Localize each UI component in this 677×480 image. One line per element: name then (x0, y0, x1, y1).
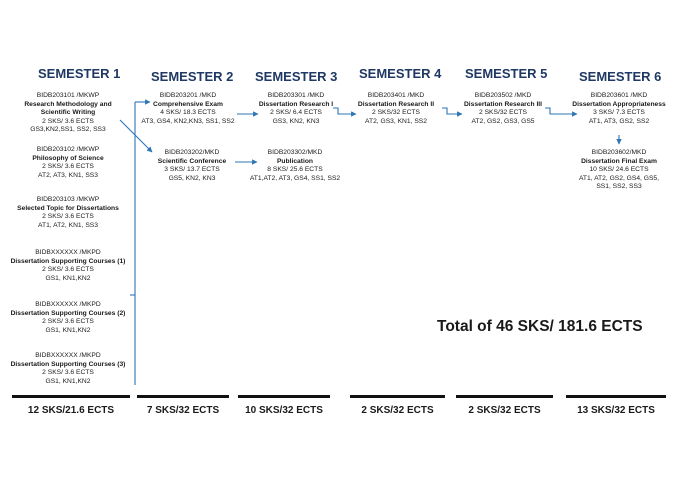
semester-3-bar (238, 395, 330, 398)
course-outcomes: GS5, KN2, KN3 (168, 174, 216, 182)
grand-total: Total of 46 SKS/ 181.6 ECTS (437, 318, 643, 335)
course-outcomes: AT1, AT3, GS2, SS2 (588, 117, 650, 125)
semester-6-total: 13 SKS/32 ECTS (577, 405, 655, 416)
course-code: BIDB203102 /MKWP (36, 146, 100, 153)
course-credits: 3 SKS/ 7.3 ECTS (593, 109, 645, 117)
course-credits: 2 SKS/ 3.6 ECTS (42, 117, 94, 125)
course-title: Dissertation Appropriateness (572, 100, 666, 108)
semester-5-bar (456, 395, 553, 398)
course-code: BIDB203401 /MKD (367, 92, 425, 99)
course-code: BIDB203103 /MKWP (36, 196, 100, 203)
course-outcomes: GS3, KN2, KN3 (272, 117, 320, 125)
semester-5-heading: SEMESTER 5 (465, 66, 548, 81)
semester-1-total: 12 SKS/21.6 ECTS (27, 405, 115, 416)
course-title: Scientific Conference (157, 157, 227, 165)
course-code: BIDBXXXXXX /MKPD (35, 352, 101, 359)
semester-1-bar (12, 395, 130, 398)
course-credits: 2 SKS/ 3.6 ECTS (42, 266, 94, 274)
course-title: Dissertation Research II (357, 100, 435, 108)
course-title: Comprehensive Exam (153, 100, 223, 108)
course-supporting-2 (6, 301, 130, 335)
course-code: BIDB203602/MKD (591, 149, 647, 156)
course-dissertation-research-1 (250, 92, 342, 126)
course-credits: 2 SKS/ 3.6 ECTS (42, 318, 94, 326)
course-title: Research Methodology and Scientific Writing (24, 100, 112, 117)
course-credits: 8 SKS/ 25.6 ECTS (267, 166, 323, 174)
course-outcomes-cont: SS1, SS2, SS3 (596, 183, 642, 191)
course-code: BIDB203201 /MKD (159, 92, 217, 99)
course-outcomes: AT2, GS3, KN1, SS2 (365, 117, 427, 125)
course-dissertation-appropriateness (564, 92, 674, 126)
course-outcomes: GS1, KN1,KN2 (45, 274, 91, 282)
course-title: Dissertation Final Exam (581, 157, 657, 165)
semester-4-bar (350, 395, 445, 398)
semester-2-heading: SEMESTER 2 (151, 69, 234, 84)
semester-6-heading: SEMESTER 6 (579, 69, 662, 84)
course-title: Dissertation Supporting Courses (2) (10, 309, 126, 317)
semester-6-bar (566, 395, 666, 398)
course-outcomes: AT1, AT2, GS2, GS4, GS5, (578, 174, 660, 182)
course-code: BIDBXXXXXX /MKPD (35, 301, 101, 308)
course-outcomes: AT2, GS2, GS3, GS5 (471, 117, 535, 125)
course-comprehensive-exam (133, 92, 243, 126)
course-publication (240, 149, 350, 183)
course-title: Publication (276, 157, 314, 165)
course-title: Philosophy of Science (32, 154, 104, 162)
semester-5-total: 2 SKS/32 ECTS (468, 405, 541, 416)
course-code: BIDB203202/MKD (164, 149, 220, 156)
course-scientific-conference (148, 149, 236, 183)
course-research-methodology (6, 92, 130, 135)
course-outcomes: AT1, AT2, KN1, SS3 (38, 221, 98, 229)
course-title: Selected Topic for Dissertations (17, 204, 119, 212)
course-title: Dissertation Research III (463, 100, 543, 108)
course-credits: 2 SKS/32 ECTS (479, 109, 527, 117)
course-credits: 2 SKS/32 ECTS (372, 109, 420, 117)
course-code: BIDB203601 /MKD (590, 92, 648, 99)
course-outcomes: AT3, GS4, KN2,KN3, SS1, SS2 (141, 117, 235, 125)
course-dissertation-research-3 (456, 92, 550, 126)
course-code: BIDBXXXXXX /MKPD (35, 249, 101, 256)
semester-4-heading: SEMESTER 4 (359, 66, 442, 81)
course-outcomes: AT2, AT3, KN1, SS3 (38, 171, 98, 179)
course-code: BIDB203302/MKD (267, 149, 323, 156)
course-outcomes: GS1, KN1,KN2 (45, 326, 91, 334)
semester-1-heading: SEMESTER 1 (38, 66, 121, 81)
course-outcomes: AT1,AT2, AT3, GS4, SS1, SS2 (249, 174, 341, 182)
course-title: Dissertation Research I (258, 100, 334, 108)
course-credits: 2 SKS/ 3.6 ECTS (42, 163, 94, 171)
semester-3-total: 10 SKS/32 ECTS (245, 405, 323, 416)
course-dissertation-final-exam (566, 149, 672, 192)
course-supporting-1 (6, 249, 130, 283)
course-philosophy-of-science (6, 146, 130, 180)
course-selected-topic (6, 196, 130, 230)
course-credits: 2 SKS/ 6.4 ECTS (270, 109, 322, 117)
course-code: BIDB203502 /MKD (474, 92, 532, 99)
semester-2-bar (137, 395, 229, 398)
course-title: Dissertation Supporting Courses (1) (10, 257, 126, 265)
course-credits: 10 SKS/ 24.6 ECTS (589, 166, 649, 174)
course-code: BIDB203301 /MKD (267, 92, 325, 99)
course-outcomes: GS3,KN2,SS1, SS2, SS3 (30, 126, 106, 134)
semester-2-total: 7 SKS/32 ECTS (146, 405, 220, 416)
course-code: BIDB203101 /MKWP (36, 92, 100, 99)
course-supporting-3 (6, 352, 130, 386)
course-credits: 4 SKS/ 18.3 ECTS (160, 109, 216, 117)
course-credits: 2 SKS/ 3.6 ECTS (42, 369, 94, 377)
course-credits: 2 SKS/ 3.6 ECTS (42, 213, 94, 221)
course-credits: 3 SKS/ 13.7 ECTS (164, 166, 220, 174)
semester-4-total: 2 SKS/32 ECTS (361, 405, 434, 416)
course-dissertation-research-2 (350, 92, 442, 126)
semester-3-heading: SEMESTER 3 (255, 69, 338, 84)
course-outcomes: GS1, KN1,KN2 (45, 377, 91, 385)
course-title: Dissertation Supporting Courses (3) (10, 360, 126, 368)
